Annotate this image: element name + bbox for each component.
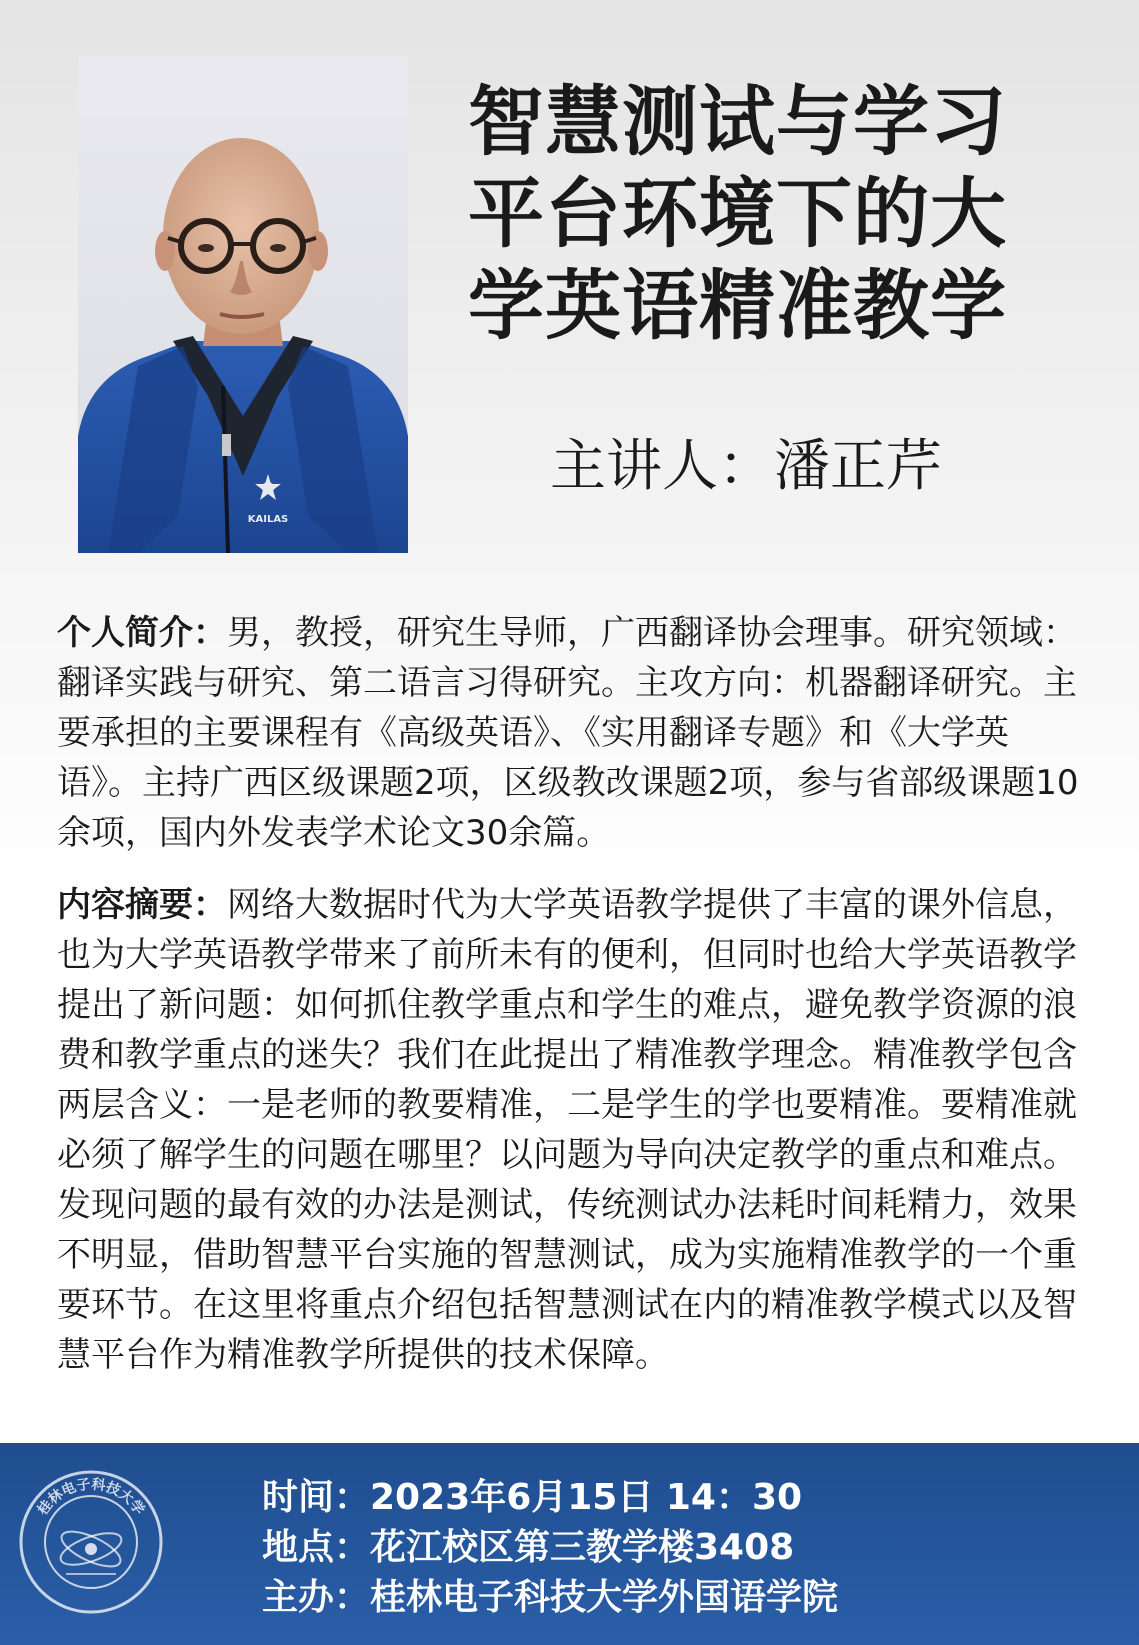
event-time: 时间：2023年6月15日 14：30 <box>262 1477 803 1518</box>
logo-text: 桂林电子科技大学 <box>34 1476 148 1519</box>
bio-text: 男，教授，研究生导师，广西翻译协会理事。研究领域：翻译实践与研究、第二语言习得研究。主攻方向：机器翻译研究。主要承担的主要课程有《高级英语》、《实用翻译专题》和《大学英语》。主持广西区级课题2项，区级教改课题2项，参与省部级课题10余项，国内外发表学术论文30余篇。 <box>57 613 1079 853</box>
lecture-title <box>468 76 1068 352</box>
title-line-3: 学英语精准教学 <box>468 261 1007 350</box>
speaker-name: 主讲人：潘正芹 <box>550 434 942 499</box>
abstract-text: 网络大数据时代为大学英语教学提供了丰富的课外信息，也为大学英语教学带来了前所未有的便利，但同时也给大学英语教学提出了新问题：如何抓住教学重点和学生的难点，避免教学资源的浪费和教学重点的迷失？我们在此提出了精准教学理念。精准教学包含两层含义：一是老师的教要精准，二是学生的学也要精准。要精准就必须了解学生的问题在哪里？以问题为导向决定教学的重点和难点。发现问题的最有效的办法是测试，传统测试办法耗时间耗精力，效果不明显，借助智慧平台实施的智慧测试，成为实施精准教学的一个重要环节。在这里将重点介绍包括智慧测试在内的精准教学模式以及智慧平台作为精准教学所提供的技术保障。 <box>57 885 1077 1375</box>
footer-bar <box>0 1443 1139 1645</box>
bio-label: 个人简介： <box>57 613 227 653</box>
jacket-brand-text: KAILAS <box>247 514 289 525</box>
event-place: 地点：花江校区第三教学楼3408 <box>262 1527 795 1568</box>
university-seal-icon <box>18 1469 164 1615</box>
bio-section <box>57 608 1087 858</box>
event-host: 主办：桂林电子科技大学外国语学院 <box>262 1577 839 1618</box>
title-line-1: 智慧测试与学习 <box>468 77 1007 166</box>
speaker-photo <box>78 56 408 553</box>
university-logo <box>18 1469 164 1615</box>
event-info <box>262 1473 838 1623</box>
speaker-portrait-image <box>78 56 408 553</box>
abstract-section <box>57 880 1087 1380</box>
abstract-label: 内容摘要： <box>57 885 227 925</box>
title-line-2: 平台环境下的大 <box>468 169 1007 258</box>
